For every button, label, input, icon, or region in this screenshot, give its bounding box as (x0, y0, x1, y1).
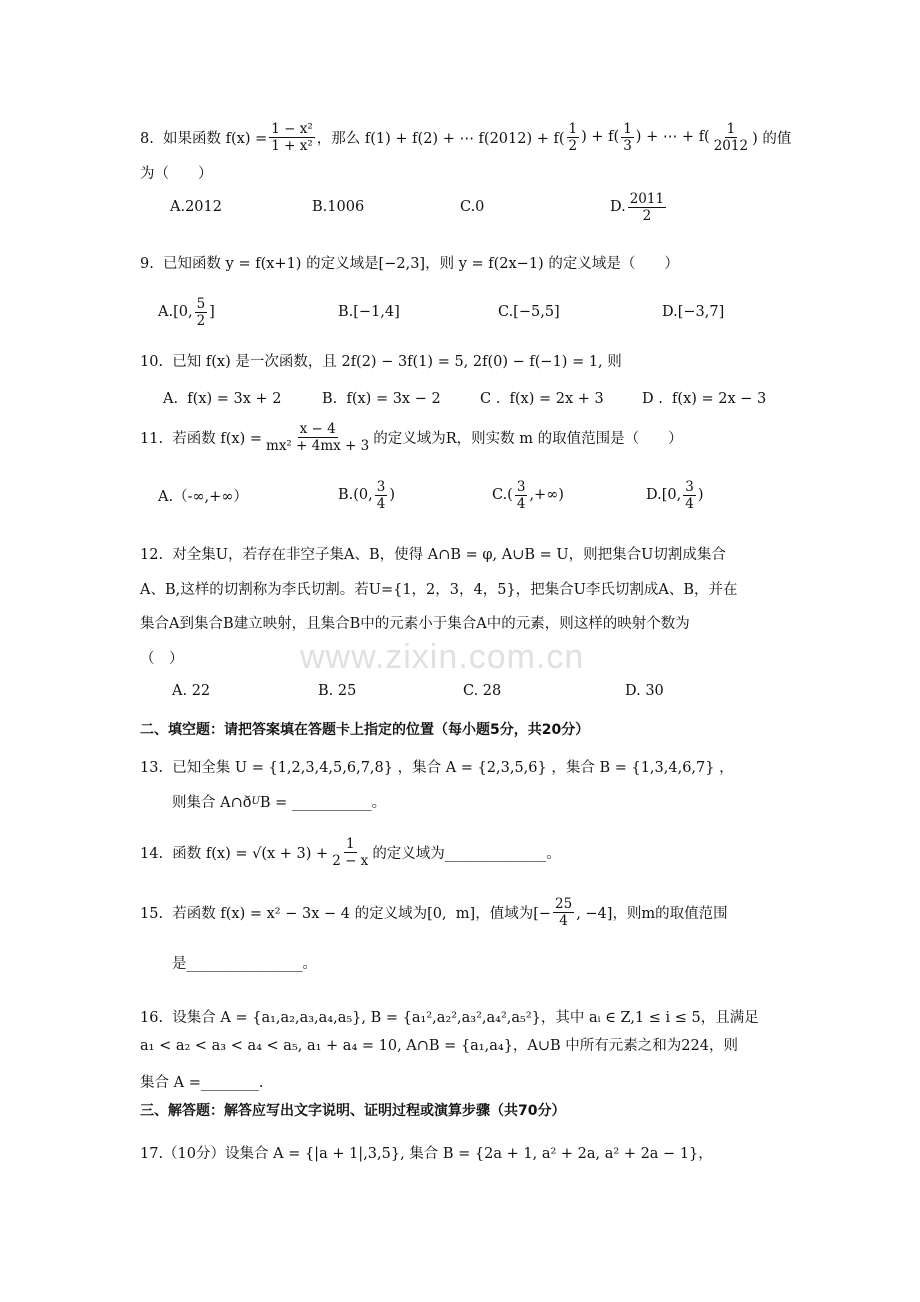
q11-stem (140, 420, 683, 454)
text-run: A.（-∞,+∞） (158, 488, 248, 505)
denominator: 1 + x² (271, 137, 313, 154)
text-run: B = ___________。 (259, 794, 387, 811)
text-run: D.[0, (646, 487, 682, 503)
text-run: C.( (492, 487, 513, 503)
text-run: D. (610, 199, 626, 215)
numerator: 5 (196, 295, 206, 312)
q12-stem-4 (140, 645, 184, 669)
text-run: D. 30 (625, 683, 664, 699)
denominator: 4 (516, 495, 526, 512)
numerator: 3 (376, 478, 386, 495)
q8-option-c (460, 195, 484, 219)
denominator: 2012 (713, 137, 749, 154)
numerator: 2011 (629, 190, 665, 207)
text-run: C. 28 (463, 683, 502, 699)
q8-stem (140, 120, 792, 154)
q11-option-c (492, 478, 564, 512)
denominator: 3 (623, 137, 632, 154)
text-run: ，那么 f(1) + f(2) + ⋯ f(2012) + f( (316, 130, 565, 147)
text-run: 17.（10分）设集合 A = {|a + 1|,3,5}, 集合 B = {2a + 1, a² + 2a, a² + 2a − 1}， (140, 1145, 713, 1162)
text-run: 12. 对全集U，若存在非空子集A、B，使得 A∩B = φ, A∪B = U，则把集合U切割成集合 (140, 546, 726, 563)
text-run: , −4]，则m的取值范围 (576, 905, 728, 922)
q9-option-d (662, 300, 724, 324)
q15-stem-1 (140, 895, 728, 929)
text-run: B. 25 (318, 683, 357, 699)
q10-stem (140, 348, 622, 372)
fraction (195, 296, 208, 329)
q12-stem-2 (140, 576, 738, 600)
section-3-heading (140, 1098, 565, 1122)
text-run: 11. 若函数 f(x) = (140, 430, 263, 447)
fraction (567, 121, 580, 154)
numerator: 3 (685, 478, 694, 495)
text-run: 9. 已知函数 y = f(x+1) 的定义域是[−2,3]，则 y = f(2x−1) 的定义域是（ ） (140, 255, 679, 272)
text-run: D.[−3,7] (662, 304, 725, 320)
text-run: 集合 A =________. (140, 1074, 264, 1091)
text-run: ) + ⋯ + f( (635, 129, 710, 145)
q12-option-a (172, 679, 210, 703)
fraction (621, 121, 634, 154)
text-run: ,+∞) (529, 487, 564, 503)
text-run: 为（ ） (140, 165, 213, 182)
numerator: x − 4 (299, 420, 336, 437)
q8-stem-2 (140, 160, 213, 184)
text-run: B.(0, (338, 487, 373, 503)
fraction (269, 121, 315, 154)
q13-stem-1 (140, 754, 734, 778)
fraction (515, 479, 528, 512)
denominator: 4 (685, 495, 694, 512)
numerator: 1 (623, 120, 632, 137)
text-run: ) (697, 487, 704, 503)
text-run: ] (209, 304, 215, 320)
text-run: A. f(x) = 3x + 2 (163, 391, 282, 407)
numerator: 1 − x² (271, 120, 313, 137)
denominator: 4 (559, 912, 568, 929)
subscript: U (251, 795, 260, 807)
fraction (683, 479, 696, 512)
numerator: 1 (726, 120, 736, 137)
q13-stem-2 (172, 789, 386, 813)
q8-option-b (312, 195, 364, 219)
q12-option-d (625, 679, 664, 703)
text-run: 三、解答题：解答应写出文字说明、证明过程或演算步骤（共70分） (140, 1103, 566, 1119)
numerator: 1 (345, 835, 355, 852)
q9-option-c (498, 300, 560, 324)
text-run: 14. 函数 f(x) = √(x + 3) + (140, 845, 329, 862)
denominator: 2 (196, 312, 206, 329)
text-run: 16. 设集合 A = {a₁,a₂,a₃,a₄,a₅}, B = {a₁²,a₂²,a₃²,a₄²,a₅²}，其中 aᵢ ∈ Z,1 ≤ i ≤ 5，且满足 (140, 1009, 759, 1026)
text-run: 则集合 A∩ð (172, 794, 252, 811)
q11-option-a (158, 483, 248, 507)
fraction (264, 421, 371, 454)
fraction (553, 896, 574, 929)
q16-stem-3 (140, 1069, 263, 1093)
text-run: （ ） (140, 650, 184, 667)
text-run: C.0 (460, 199, 485, 215)
text-run: 的定义域为______________。 (372, 845, 561, 862)
text-run: 10. 已知 f(x) 是一次函数，且 2f(2) − 3f(1) = 5, 2f(0) − f(−1) = 1, 则 (140, 353, 622, 370)
q17-stem (140, 1140, 713, 1164)
q8-option-d (610, 190, 668, 224)
q12-option-c (463, 679, 501, 703)
q10-option-d (642, 387, 766, 411)
denominator: 2 (642, 207, 652, 224)
q10-option-c (480, 387, 604, 411)
numerator: 3 (516, 478, 526, 495)
q15-stem-2 (172, 950, 317, 974)
q12-stem-3 (140, 610, 690, 634)
text-run: 15. 若函数 f(x) = x² − 3x − 4 的定义域为[0, m]，值域为[− (140, 905, 551, 922)
text-run: C . f(x) = 2x + 3 (480, 391, 604, 407)
numerator: 25 (555, 895, 573, 912)
text-run: a₁ < a₂ < a₃ < a₄ < a₅, a₁ + a₄ = 10, A∩B = {a₁,a₄}，A∪B 中所有元素之和为224，则 (140, 1037, 738, 1054)
denominator: 4 (376, 495, 386, 512)
text-run: 8. 如果函数 f(x) = (140, 130, 268, 147)
watermark: www.zixin.com.cn (300, 638, 585, 676)
q9-option-a (158, 295, 215, 329)
q16-stem-1 (140, 1004, 759, 1028)
denominator: 2 (568, 137, 578, 154)
text-run: B. f(x) = 3x − 2 (322, 391, 441, 407)
q12-option-b (318, 679, 356, 703)
text-run: 的定义域为R，则实数 m 的取值范围是（ ） (373, 430, 683, 447)
denominator: mx² + 4mx + 3 (266, 437, 370, 454)
q11-option-b (338, 478, 396, 512)
text-run: C.[−5,5] (498, 304, 560, 320)
q9-option-b (338, 300, 400, 324)
q10-option-b (322, 387, 441, 411)
text-run: 是________________。 (172, 955, 317, 972)
text-run: ) (389, 487, 396, 503)
section-2-heading (140, 717, 589, 741)
text-run: A.2012 (170, 199, 222, 215)
q11-option-d (646, 478, 704, 512)
fraction (628, 191, 666, 224)
text-run: B.1006 (312, 199, 365, 215)
text-run: D . f(x) = 2x − 3 (642, 391, 767, 407)
numerator: 1 (568, 120, 578, 137)
q9-stem (140, 250, 679, 274)
fraction (330, 836, 370, 869)
text-run: ) + f( (581, 129, 620, 145)
text-run: 13. 已知全集 U = {1,2,3,4,5,6,7,8} ，集合 A = {2,3,5,6} ，集合 B = {1,3,4,6,7} ， (140, 759, 734, 776)
text-run: B.[−1,4] (338, 304, 400, 320)
q14-stem (140, 835, 561, 869)
text-run: 集合A到集合B建立映射，且集合B中的元素小于集合A中的元素，则这样的映射个数为 (140, 615, 690, 632)
fraction (712, 121, 750, 154)
text-run: 二、填空题：请把答案填在答题卡上指定的位置（每小题5分，共20分） (140, 722, 590, 738)
text-run: ) 的值 (752, 130, 792, 147)
q16-stem-2 (140, 1032, 738, 1056)
text-run: A、B,这样的切割称为李氏切割。若U={1，2，3，4，5}，把集合U李氏切割成A、B，并在 (140, 581, 738, 598)
q10-option-a (163, 387, 282, 411)
q12-stem-1 (140, 541, 726, 565)
fraction (375, 479, 388, 512)
text-run: A. 22 (172, 683, 211, 699)
denominator: 2 − x (332, 852, 369, 869)
q8-option-a (170, 195, 222, 219)
text-run: A.[0, (158, 304, 193, 320)
